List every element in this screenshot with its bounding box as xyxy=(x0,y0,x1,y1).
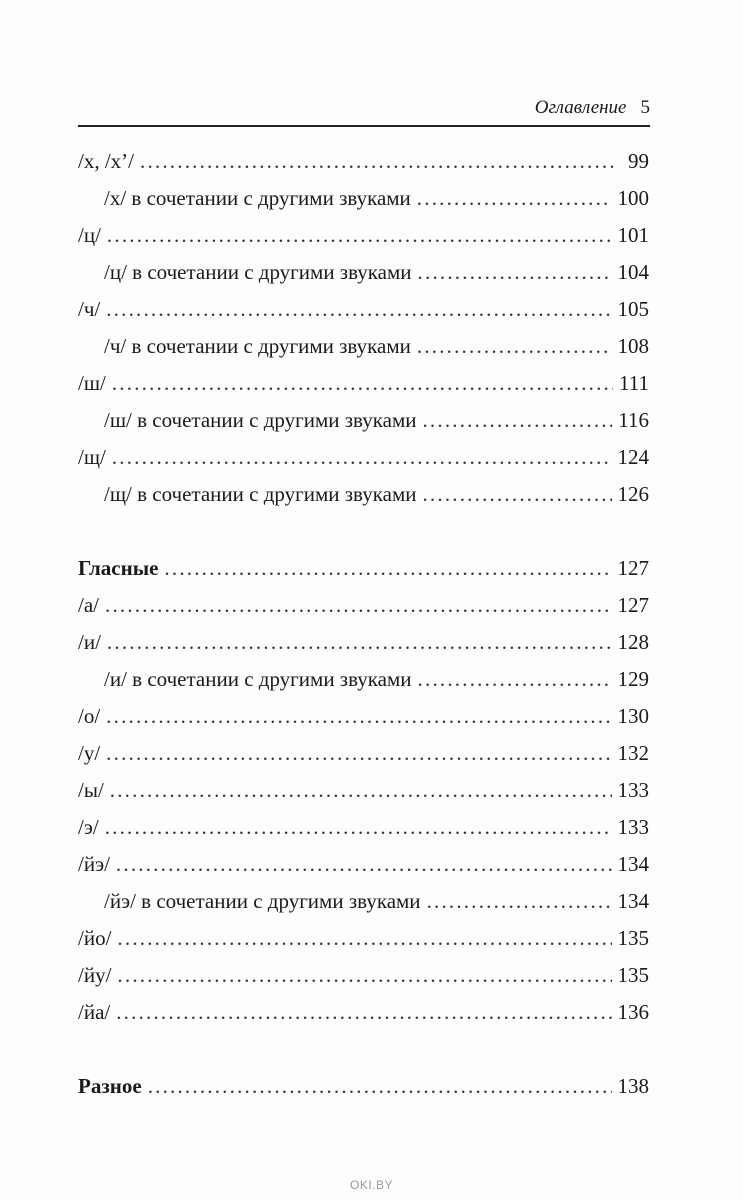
toc-entry-label: /йа/ xyxy=(78,1000,111,1024)
toc-entry xyxy=(78,735,649,772)
toc-leader-dots xyxy=(140,143,615,180)
toc-spacer xyxy=(78,513,649,550)
toc-entry xyxy=(78,624,649,661)
toc-leader-dots xyxy=(117,957,611,994)
toc-entry-page: 108 xyxy=(617,334,649,358)
running-head-page-number: 5 xyxy=(640,97,650,118)
toc-leader-dots xyxy=(427,883,612,920)
toc-entry-page: 133 xyxy=(617,778,649,802)
toc-entry xyxy=(78,772,649,809)
toc-entry-label: Разное xyxy=(78,1074,142,1098)
toc-entry-page: 134 xyxy=(617,852,649,876)
toc-entry xyxy=(78,328,649,365)
toc-entry xyxy=(78,217,649,254)
toc-entry-label: /йо/ xyxy=(78,926,112,950)
running-head-section: Оглавление xyxy=(534,97,627,118)
toc-entry-page: 124 xyxy=(617,445,649,469)
toc-entry-label: /и/ в сочетании с другими звуками xyxy=(104,667,412,691)
toc-spacer xyxy=(78,1031,649,1068)
toc-leader-dots xyxy=(106,698,611,735)
toc-entry-page: 100 xyxy=(617,186,649,210)
toc-leader-dots xyxy=(116,846,612,883)
toc-leader-dots xyxy=(148,1068,612,1105)
toc-entry xyxy=(78,365,649,402)
toc-section-entry xyxy=(78,1068,649,1105)
toc-entry-page: 99 xyxy=(628,149,649,173)
toc-entry xyxy=(78,846,649,883)
toc-leader-dots xyxy=(110,772,612,809)
toc-entry-label: /ш/ xyxy=(78,371,106,395)
table-of-contents xyxy=(78,143,649,1105)
toc-leader-dots xyxy=(106,291,611,328)
toc-leader-dots xyxy=(422,476,611,513)
toc-entry-page: 111 xyxy=(619,371,649,395)
toc-entry xyxy=(78,476,649,513)
toc-leader-dots xyxy=(107,624,612,661)
toc-entry-page: 126 xyxy=(617,482,649,506)
toc-entry-page: 135 xyxy=(617,926,649,950)
toc-entry-page: 101 xyxy=(617,223,649,247)
toc-entry-label: /йу/ xyxy=(78,963,112,987)
toc-leader-dots xyxy=(112,439,612,476)
toc-entry-label: Гласные xyxy=(78,556,159,580)
toc-leader-dots xyxy=(418,254,612,291)
toc-entry-page: 104 xyxy=(617,260,649,284)
running-head xyxy=(78,97,650,127)
toc-entry-label: /у/ xyxy=(78,741,101,765)
toc-entry xyxy=(78,439,649,476)
toc-leader-dots xyxy=(417,328,612,365)
toc-entry-label: /о/ xyxy=(78,704,101,728)
toc-entry-page: 127 xyxy=(617,556,649,580)
watermark: OKI.BY xyxy=(349,1178,393,1192)
toc-entry-page: 136 xyxy=(617,1000,649,1024)
toc-section-entry xyxy=(78,550,649,587)
toc-entry-page: 138 xyxy=(617,1074,649,1098)
toc-entry-label: /ы/ xyxy=(78,778,104,802)
toc-entry xyxy=(78,291,649,328)
toc-entry xyxy=(78,143,649,180)
toc-entry-label: /х/ в сочетании с другими звуками xyxy=(104,186,411,210)
toc-entry xyxy=(78,661,649,698)
toc-entry-label: /ч/ xyxy=(78,297,101,321)
toc-leader-dots xyxy=(422,402,612,439)
toc-entry-label: /йэ/ в сочетании с другими звуками xyxy=(104,889,421,913)
toc-entry-label: /щ/ в сочетании с другими звуками xyxy=(104,482,417,506)
toc-entry-label: /ц/ xyxy=(78,223,101,247)
toc-entry xyxy=(78,994,649,1031)
toc-entry-label: /щ/ xyxy=(78,445,106,469)
toc-entry-label: /и/ xyxy=(78,630,101,654)
toc-entry xyxy=(78,402,649,439)
toc-entry xyxy=(78,883,649,920)
toc-entry-page: 135 xyxy=(617,963,649,987)
toc-entry-page: 105 xyxy=(617,297,649,321)
toc-entry xyxy=(78,698,649,735)
toc-entry-page: 127 xyxy=(617,593,649,617)
toc-entry-page: 134 xyxy=(617,889,649,913)
toc-entry-page: 129 xyxy=(617,667,649,691)
toc-leader-dots xyxy=(106,735,611,772)
toc-leader-dots xyxy=(112,365,613,402)
toc-entry-label: /ш/ в сочетании с другими звуками xyxy=(104,408,417,432)
toc-leader-dots xyxy=(418,661,612,698)
toc-entry-label: /йэ/ xyxy=(78,852,110,876)
toc-entry-label: /ч/ в сочетании с другими звуками xyxy=(104,334,411,358)
toc-entry xyxy=(78,254,649,291)
toc-entry xyxy=(78,920,649,957)
toc-entry xyxy=(78,180,649,217)
toc-entry-label: /а/ xyxy=(78,593,99,617)
toc-entry-page: 132 xyxy=(617,741,649,765)
toc-entry xyxy=(78,587,649,624)
toc-entry-page: 128 xyxy=(617,630,649,654)
toc-entry-label: /х, /х’/ xyxy=(78,149,134,173)
toc-leader-dots xyxy=(116,994,611,1031)
toc-leader-dots xyxy=(107,217,612,254)
toc-entry-page: 133 xyxy=(617,815,649,839)
toc-leader-dots xyxy=(105,809,612,846)
toc-entry-label: /э/ xyxy=(78,815,99,839)
toc-leader-dots xyxy=(417,180,612,217)
toc-leader-dots xyxy=(164,550,611,587)
toc-entry-page: 116 xyxy=(618,408,649,432)
toc-entry xyxy=(78,809,649,846)
toc-entry-label: /ц/ в сочетании с другими звуками xyxy=(104,260,412,284)
toc-entry-page: 130 xyxy=(617,704,649,728)
toc-entry xyxy=(78,957,649,994)
toc-leader-dots xyxy=(117,920,611,957)
toc-leader-dots xyxy=(105,587,612,624)
